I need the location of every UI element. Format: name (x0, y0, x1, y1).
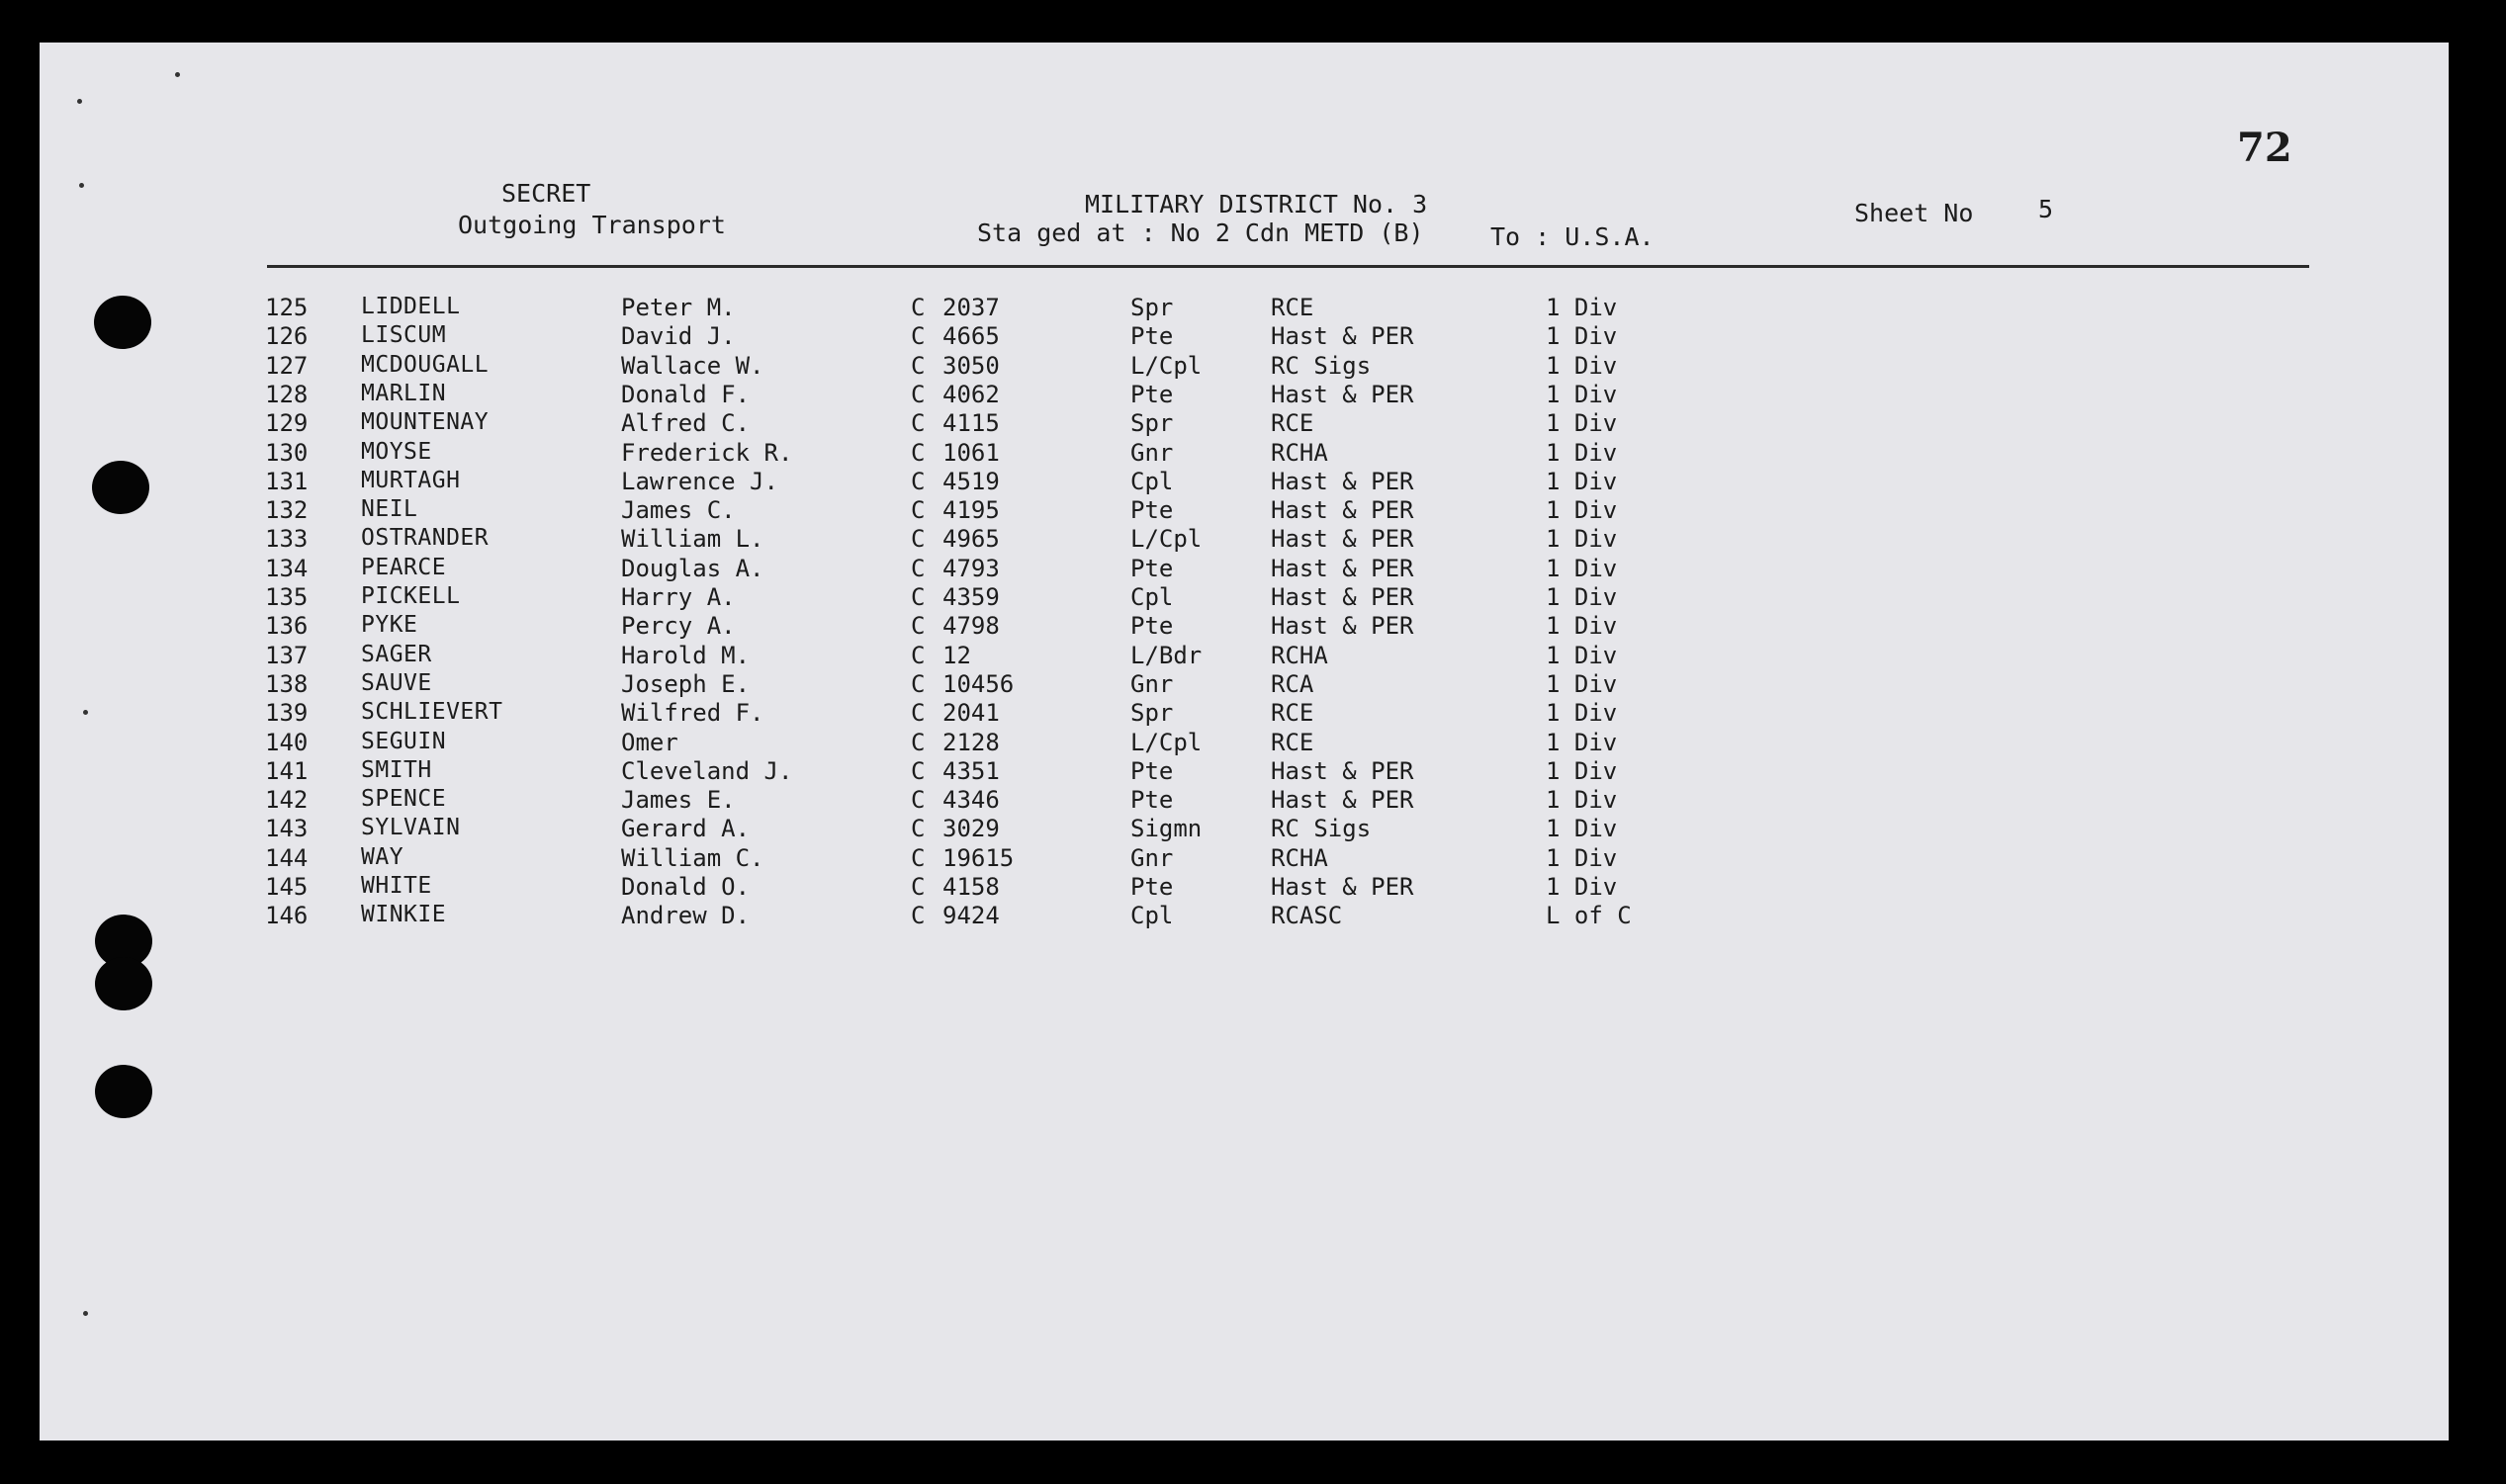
table-row (0, 352, 1681, 382)
formation: 1 Div (1546, 786, 1618, 815)
surname: SYLVAIN (361, 815, 461, 841)
rank: Cpl (1130, 902, 1174, 930)
given-names: Harry A. (621, 583, 736, 611)
service-number: 4665 (942, 322, 1000, 351)
service-prefix: C (911, 641, 926, 669)
entry-number: 135 (265, 583, 309, 611)
entry-number: 125 (265, 294, 309, 321)
given-names: Peter M. (621, 294, 736, 321)
rank: Pte (1130, 786, 1174, 815)
unit: Hast & PER (1271, 612, 1414, 641)
rank: Gnr (1130, 843, 1174, 872)
rank: Cpl (1130, 467, 1174, 495)
formation: 1 Div (1546, 612, 1618, 641)
service-prefix: C (911, 554, 926, 582)
page-number: 72 (2237, 125, 2292, 171)
entry-number: 139 (265, 699, 309, 728)
entry-number: 128 (265, 380, 309, 408)
rank: Gnr (1130, 669, 1174, 698)
service-number: 3050 (942, 351, 1000, 380)
table-row (0, 729, 1681, 758)
formation: 1 Div (1546, 815, 1618, 843)
entry-number: 127 (265, 351, 309, 380)
surname: NEIL (361, 496, 418, 523)
formation: 1 Div (1546, 641, 1618, 669)
service-number: 4359 (942, 583, 1000, 611)
unit: Hast & PER (1271, 786, 1414, 815)
formation: 1 Div (1546, 496, 1618, 525)
formation: 1 Div (1546, 873, 1618, 901)
unit: RCE (1271, 409, 1314, 438)
district-title: MILITARY DISTRICT No. 3 (1085, 190, 1428, 218)
surname: PICKELL (361, 583, 461, 609)
surname: SMITH (361, 756, 432, 783)
service-prefix: C (911, 728, 926, 756)
surname: WAY (361, 843, 404, 870)
surname: SPENCE (361, 786, 447, 813)
surname: LISCUM (361, 322, 447, 349)
surname: SAUVE (361, 669, 432, 696)
given-names: David J. (621, 322, 736, 351)
entry-number: 146 (265, 902, 309, 930)
unit: RCHA (1271, 641, 1328, 669)
rank: L/Cpl (1130, 351, 1203, 380)
given-names: James C. (621, 496, 736, 525)
punch-hole (95, 1065, 152, 1118)
unit: Hast & PER (1271, 322, 1414, 351)
service-prefix: C (911, 756, 926, 785)
service-prefix: C (911, 294, 926, 321)
service-number: 19615 (942, 843, 1015, 872)
surname: MCDOUGALL (361, 351, 490, 378)
formation: 1 Div (1546, 554, 1618, 582)
rank: L/Bdr (1130, 641, 1203, 669)
formation: 1 Div (1546, 438, 1618, 467)
service-number: 4798 (942, 612, 1000, 641)
rank: Pte (1130, 496, 1174, 525)
paper-speck (83, 1311, 88, 1316)
rank: L/Cpl (1130, 525, 1203, 554)
unit: RC Sigs (1271, 351, 1372, 380)
service-prefix: C (911, 525, 926, 554)
surname: MOUNTENAY (361, 409, 490, 436)
paper-speck (77, 99, 82, 104)
unit: Hast & PER (1271, 525, 1414, 554)
given-names: Cleveland J. (621, 756, 793, 785)
rank: L/Cpl (1130, 728, 1203, 756)
rank: Gnr (1130, 438, 1174, 467)
formation: 1 Div (1546, 756, 1618, 785)
service-prefix: C (911, 351, 926, 380)
transport-subtitle: Outgoing Transport (458, 211, 726, 239)
given-names: Donald O. (621, 873, 751, 901)
surname: LIDDELL (361, 294, 461, 319)
rank: Pte (1130, 756, 1174, 785)
given-names: Wallace W. (621, 351, 764, 380)
entry-number: 129 (265, 409, 309, 438)
rank: Pte (1130, 554, 1174, 582)
table-row (0, 612, 1681, 642)
service-prefix: C (911, 902, 926, 930)
header-rule (267, 265, 2309, 268)
rank: Pte (1130, 612, 1174, 641)
punch-hole (95, 957, 152, 1010)
table-row (0, 555, 1681, 584)
service-number: 4346 (942, 786, 1000, 815)
rank: Spr (1130, 409, 1174, 438)
unit: RCE (1271, 294, 1314, 321)
surname: PEARCE (361, 554, 447, 580)
table-row (0, 409, 1681, 439)
formation: 1 Div (1546, 294, 1618, 321)
entry-number: 133 (265, 525, 309, 554)
formation: 1 Div (1546, 322, 1618, 351)
service-number: 4965 (942, 525, 1000, 554)
rank: Cpl (1130, 583, 1174, 611)
service-number: 4158 (942, 873, 1000, 901)
formation: 1 Div (1546, 583, 1618, 611)
unit: Hast & PER (1271, 496, 1414, 525)
entry-number: 145 (265, 873, 309, 901)
table-row (0, 439, 1681, 469)
service-prefix: C (911, 669, 926, 698)
service-prefix: C (911, 815, 926, 843)
given-names: William C. (621, 843, 764, 872)
surname: SCHLIEVERT (361, 699, 503, 726)
given-names: Alfred C. (621, 409, 751, 438)
service-number: 9424 (942, 902, 1000, 930)
given-names: Joseph E. (621, 669, 751, 698)
given-names: Andrew D. (621, 902, 751, 930)
sheet-label: Sheet No (1854, 199, 1974, 227)
unit: RCA (1271, 669, 1314, 698)
table-row (0, 496, 1681, 526)
surname: MURTAGH (361, 467, 461, 493)
entry-number: 137 (265, 641, 309, 669)
unit: RCHA (1271, 843, 1328, 872)
service-prefix: C (911, 380, 926, 408)
unit: Hast & PER (1271, 467, 1414, 495)
table-row (0, 670, 1681, 700)
table-row (0, 699, 1681, 729)
entry-number: 131 (265, 467, 309, 495)
rank: Pte (1130, 380, 1174, 408)
formation: 1 Div (1546, 669, 1618, 698)
table-row (0, 381, 1681, 410)
entry-number: 141 (265, 756, 309, 785)
service-number: 4115 (942, 409, 1000, 438)
formation: 1 Div (1546, 351, 1618, 380)
surname: SEGUIN (361, 728, 447, 754)
service-prefix: C (911, 612, 926, 641)
service-number: 12 (942, 641, 971, 669)
entry-number: 138 (265, 669, 309, 698)
formation: 1 Div (1546, 699, 1618, 728)
staging-info: Sta ged at : No 2 Cdn METD (B) (977, 218, 1424, 247)
given-names: James E. (621, 786, 736, 815)
formation: 1 Div (1546, 525, 1618, 554)
classification-label: SECRET (501, 179, 591, 208)
table-row (0, 815, 1681, 844)
surname: WHITE (361, 873, 432, 899)
table-row (0, 322, 1681, 352)
service-number: 1061 (942, 438, 1000, 467)
formation: 1 Div (1546, 409, 1618, 438)
service-number: 2128 (942, 728, 1000, 756)
entry-number: 142 (265, 786, 309, 815)
service-number: 4062 (942, 380, 1000, 408)
service-prefix: C (911, 467, 926, 495)
surname: PYKE (361, 612, 418, 639)
unit: RCE (1271, 728, 1314, 756)
rank: Pte (1130, 322, 1174, 351)
sheet-number: 5 (2038, 195, 2054, 223)
table-row (0, 294, 1681, 323)
rank: Sigmn (1130, 815, 1203, 843)
formation: L of C (1546, 902, 1632, 930)
rank: Spr (1130, 699, 1174, 728)
entry-number: 126 (265, 322, 309, 351)
unit: Hast & PER (1271, 756, 1414, 785)
unit: Hast & PER (1271, 380, 1414, 408)
entry-number: 134 (265, 554, 309, 582)
surname: SAGER (361, 641, 432, 667)
entry-number: 144 (265, 843, 309, 872)
table-row (0, 642, 1681, 671)
surname: OSTRANDER (361, 525, 490, 552)
formation: 1 Div (1546, 467, 1618, 495)
destination-info: To : U.S.A. (1490, 222, 1655, 251)
surname: WINKIE (361, 902, 447, 928)
formation: 1 Div (1546, 728, 1618, 756)
service-number: 2037 (942, 294, 1000, 321)
given-names: Frederick R. (621, 438, 793, 467)
service-number: 4351 (942, 756, 1000, 785)
paper-speck (79, 183, 84, 188)
table-row (0, 525, 1681, 555)
rank: Spr (1130, 294, 1174, 321)
service-number: 4195 (942, 496, 1000, 525)
given-names: Omer (621, 728, 678, 756)
table-row (0, 786, 1681, 816)
formation: 1 Div (1546, 843, 1618, 872)
service-number: 10456 (942, 669, 1015, 698)
given-names: Gerard A. (621, 815, 751, 843)
service-prefix: C (911, 843, 926, 872)
given-names: Douglas A. (621, 554, 764, 582)
table-row (0, 468, 1681, 497)
table-row (0, 757, 1681, 787)
unit: Hast & PER (1271, 554, 1414, 582)
service-number: 4793 (942, 554, 1000, 582)
service-prefix: C (911, 786, 926, 815)
service-prefix: C (911, 583, 926, 611)
given-names: William L. (621, 525, 764, 554)
unit: RC Sigs (1271, 815, 1372, 843)
given-names: Harold M. (621, 641, 751, 669)
rank: Pte (1130, 873, 1174, 901)
unit: Hast & PER (1271, 583, 1414, 611)
surname: MOYSE (361, 438, 432, 465)
entry-number: 132 (265, 496, 309, 525)
unit: RCASC (1271, 902, 1343, 930)
unit: RCE (1271, 699, 1314, 728)
service-prefix: C (911, 873, 926, 901)
entry-number: 143 (265, 815, 309, 843)
given-names: Donald F. (621, 380, 751, 408)
entry-number: 130 (265, 438, 309, 467)
service-number: 4519 (942, 467, 1000, 495)
service-prefix: C (911, 438, 926, 467)
table-row (0, 902, 1681, 931)
service-prefix: C (911, 409, 926, 438)
service-prefix: C (911, 496, 926, 525)
service-prefix: C (911, 699, 926, 728)
table-row (0, 583, 1681, 613)
table-row (0, 873, 1681, 903)
paper-speck (175, 72, 180, 77)
unit: RCHA (1271, 438, 1328, 467)
entry-number: 140 (265, 728, 309, 756)
surname: MARLIN (361, 380, 447, 406)
service-prefix: C (911, 322, 926, 351)
entry-number: 136 (265, 612, 309, 641)
formation: 1 Div (1546, 380, 1618, 408)
given-names: Percy A. (621, 612, 736, 641)
table-row (0, 844, 1681, 874)
given-names: Wilfred F. (621, 699, 764, 728)
service-number: 2041 (942, 699, 1000, 728)
service-number: 3029 (942, 815, 1000, 843)
unit: Hast & PER (1271, 873, 1414, 901)
given-names: Lawrence J. (621, 467, 778, 495)
